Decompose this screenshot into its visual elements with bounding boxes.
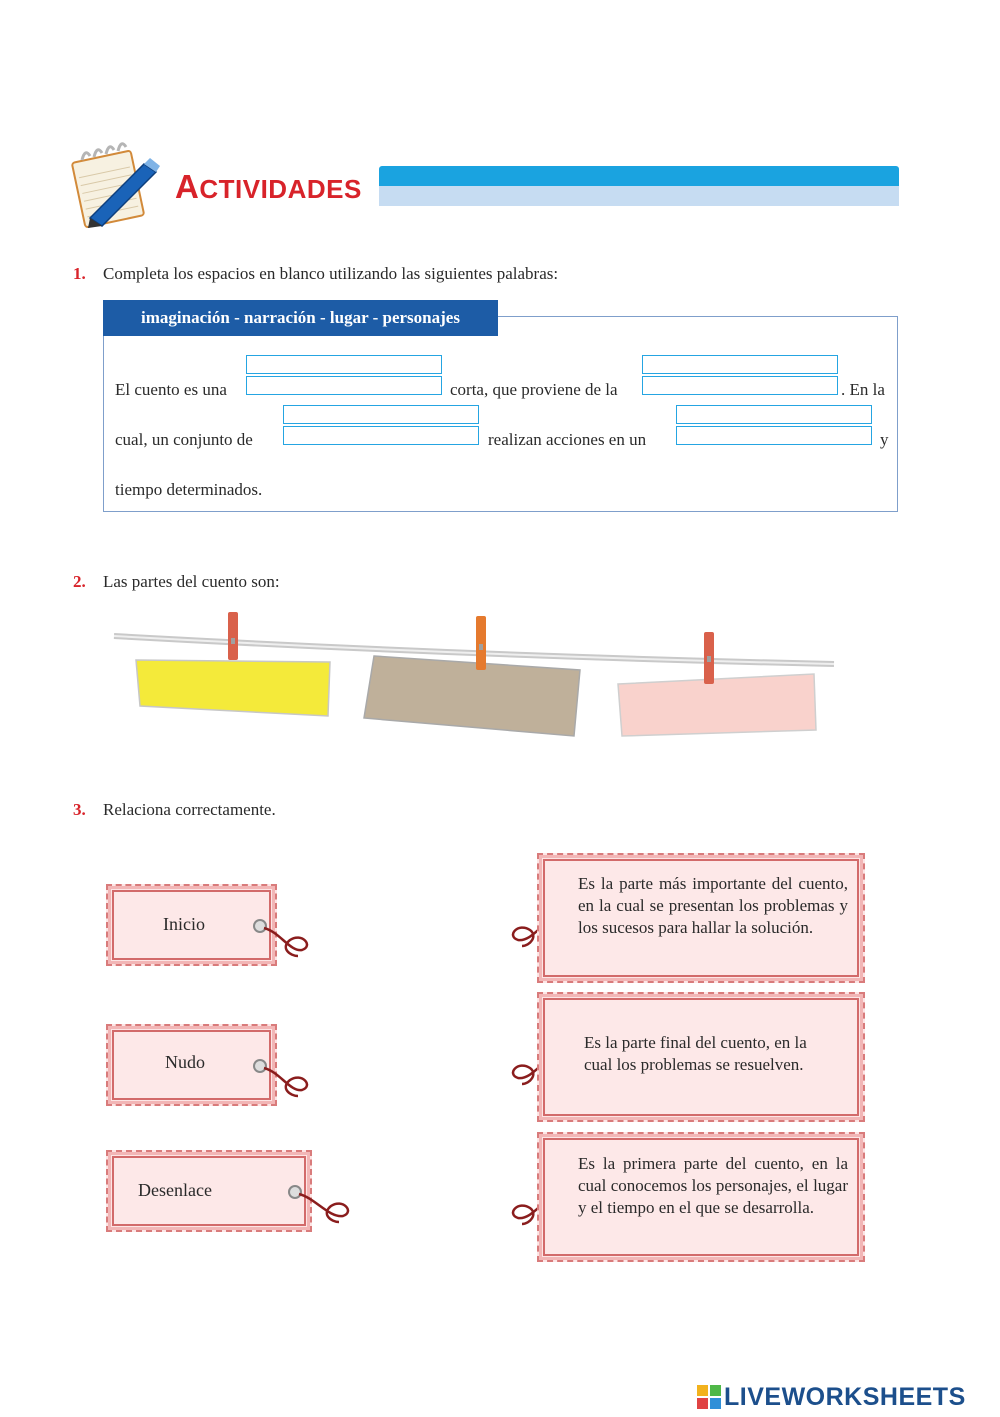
sentence-line2-part1: cual, un conjunto de (115, 430, 253, 449)
header-bar (379, 166, 899, 186)
question-2-number: 2. (73, 572, 86, 591)
description-text: Es la parte más importante del cuento, en la cual se presentan los problemas y los sucesos para hallar la solución. (578, 874, 848, 937)
word-bank: imaginación - narración - lugar - personajes (103, 300, 498, 336)
sentence-line1-part1: El cuento es una (115, 380, 227, 399)
tag-label: Desenlace (138, 1180, 212, 1200)
sentence-line2-part2: realizan acciones en un (488, 430, 647, 449)
sentence-line2-part3: y (880, 430, 889, 449)
question-3-instruction: Relaciona correctamente. (103, 800, 276, 819)
question-3-number: 3. (73, 800, 86, 819)
clothespin-icon (704, 632, 714, 684)
string-loop-icon (250, 1052, 312, 1100)
tag-label: Nudo (165, 1052, 205, 1072)
string-loop-icon (285, 1178, 355, 1226)
question-1-number: 1. (73, 264, 86, 283)
description-text: Es la primera parte del cuento, en la cual conocemos los personajes, el lugar y el tiempo en el que se desarrolla. (578, 1154, 848, 1217)
paper-pink[interactable] (618, 674, 816, 736)
clothesline (110, 608, 840, 748)
liveworksheets-logo-icon (697, 1385, 721, 1409)
notepad-pen-icon (70, 138, 162, 228)
description-card-2[interactable] (537, 992, 865, 1122)
tag-desenlace[interactable] (106, 1150, 312, 1232)
blank-4-input[interactable] (676, 405, 872, 445)
description-card-3[interactable] (537, 1132, 865, 1262)
paper-brown[interactable] (364, 656, 580, 736)
sentence-line1-part3: . En la (841, 380, 885, 399)
clothespin-icon (228, 612, 238, 660)
footer-brand: LIVEWORKSHEETS (724, 1383, 966, 1411)
blank-1-input[interactable] (246, 355, 442, 395)
blank-3-input[interactable] (283, 405, 479, 445)
clothespin-icon (476, 616, 486, 670)
blank-2-input[interactable] (642, 355, 838, 395)
string-loop-icon (250, 912, 312, 960)
question-2-instruction: Las partes del cuento son: (103, 572, 280, 591)
question-1-instruction: Completa los espacios en blanco utilizando las siguientes palabras: (103, 264, 559, 283)
header-bar-shadow (379, 186, 899, 206)
description-text: Es la parte final del cuento, en la cual los problemas se resuelven. (584, 1033, 807, 1074)
tag-label: Inicio (163, 914, 205, 934)
description-card-1[interactable] (537, 853, 865, 983)
sentence-line1-part2: corta, que proviene de la (450, 380, 618, 399)
page-title: ACTIVIDADES (175, 168, 362, 205)
paper-yellow[interactable] (136, 660, 330, 716)
sentence-line3: tiempo determinados. (115, 480, 263, 499)
